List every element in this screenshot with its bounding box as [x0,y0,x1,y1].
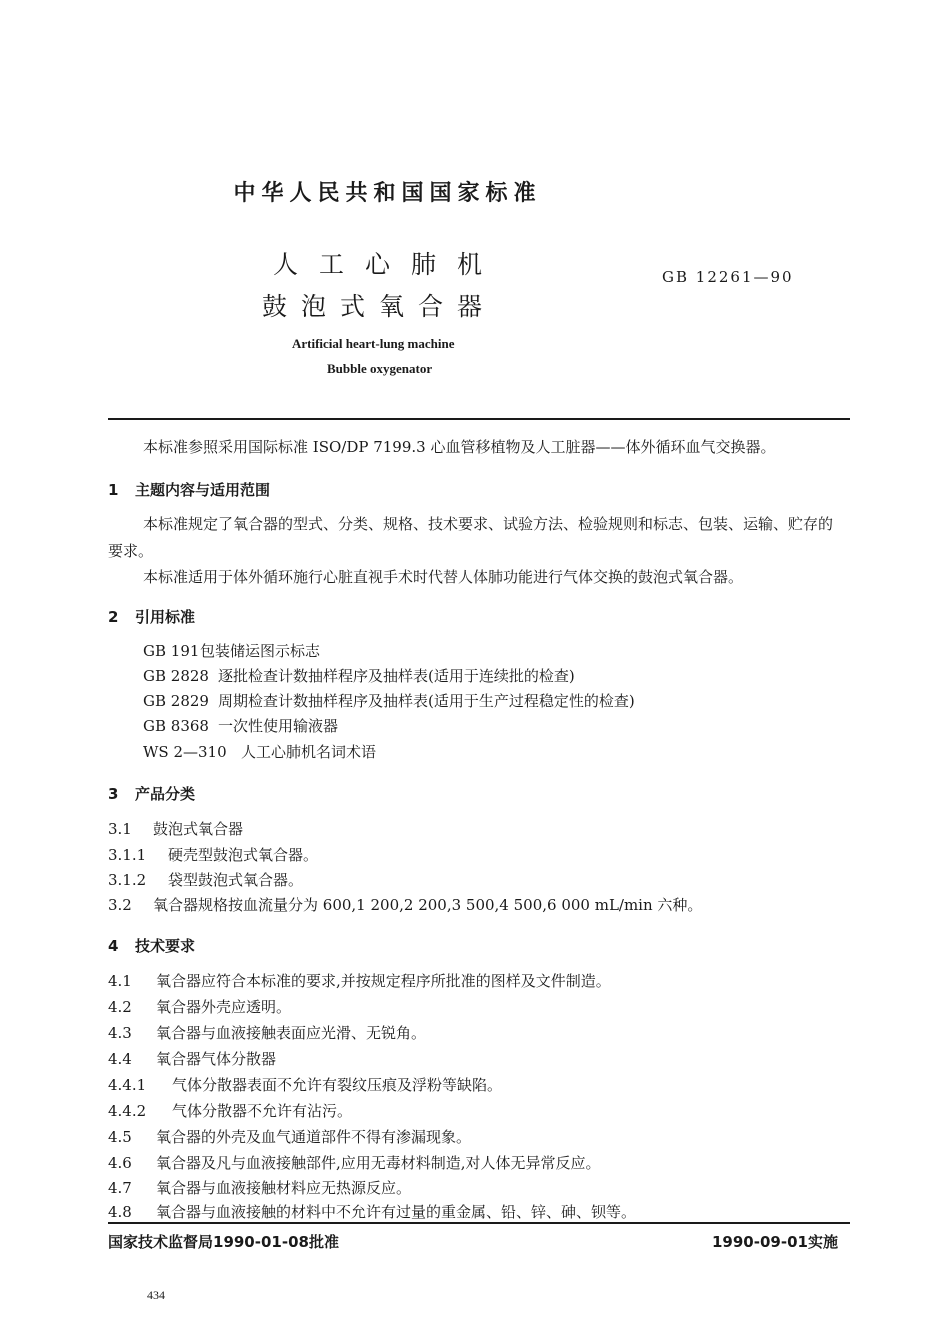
national-standard-heading: 中华人民共和国国家标准 [233,181,542,206]
clause-number: 4.8 [108,1203,132,1221]
section-title: 产品分类 [135,785,196,803]
clause-item [108,1100,352,1121]
reference-item [143,741,376,762]
reference-code: GB 8368 [143,717,209,735]
section-number: 1 [108,481,119,499]
section-title: 技术要求 [135,937,196,955]
clause-text: 硬壳型鼓泡式氧合器。 [168,846,319,864]
reference-title: 逐批检查计数抽样程序及抽样表(适用于连续批的检查) [218,667,575,685]
reference-item [143,690,635,711]
clause-item [108,996,291,1017]
reference-item [143,640,320,661]
section-1-paragraph-1-line-2: 要求。 [108,542,154,560]
clause-number: 4.6 [108,1154,132,1172]
reference-code: WS 2—310 [143,743,227,761]
clause-text: 鼓泡式氧合器 [153,820,244,838]
header-divider [108,418,850,420]
english-title-line2: Bubble oxygenator [327,361,433,376]
document-title-line1: 人工心肺机 [273,250,504,279]
section-number: 2 [108,608,119,626]
reference-code: GB 2828 [143,667,209,685]
section-2-heading [108,606,195,627]
clause-number: 4.3 [108,1024,132,1042]
reference-item [143,665,575,686]
standard-code: GB 12261—90 [662,268,794,286]
clause-number: 3.1.2 [108,871,147,889]
page-number: 434 [147,1288,165,1302]
clause-number: 4.1 [108,972,132,990]
clause-item [108,1126,471,1147]
clause-number: 4.2 [108,998,132,1016]
approval-line: 国家技术监督局1990-01-08批准 [108,1233,339,1251]
reference-code: GB 191 [143,642,200,660]
clause-text: 氧合器与血液接触材料应无热源反应。 [156,1179,412,1197]
clause-text: 氧合器规格按血流量分为 600,1 200,2 200,3 500,4 500,6 000 mL/min 六种。 [153,896,703,914]
clause-item [108,1201,636,1222]
document-title-line2: 鼓泡式氧合器 [262,292,497,321]
clause-number: 4.7 [108,1179,132,1197]
section-1-heading [108,479,270,500]
section-title: 引用标准 [135,608,196,626]
reference-title: 一次性使用输液器 [218,717,339,735]
section-title: 主题内容与适用范围 [135,481,271,499]
clause-text: 氧合器应符合本标准的要求,并按规定程序所批准的图样及文件制造。 [156,972,611,990]
clause-number: 4.4.1 [108,1076,147,1094]
intro-paragraph: 本标准参照采用国际标准 ISO/DP 7199.3 心血管移植物及人工脏器——体外循环血气交换器。 [143,438,776,456]
clause-item [108,1048,276,1069]
clause-number: 4.4 [108,1050,132,1068]
implementation-date: 1990-09-01实施 [712,1233,838,1251]
clause-text: 氧合器气体分散器 [156,1050,277,1068]
clause-text: 氧合器与血液接触的材料中不允许有过量的重金属、铅、锌、砷、钡等。 [156,1203,637,1221]
clause-number: 4.5 [108,1128,132,1146]
clause-item [108,844,318,865]
clause-number: 4.4.2 [108,1102,147,1120]
clause-item [108,1074,502,1095]
reference-code: GB 2829 [143,692,209,710]
clause-item [108,894,702,915]
clause-text: 氧合器的外壳及血气通道部件不得有渗漏现象。 [156,1128,472,1146]
clause-item [108,818,243,839]
clause-text: 氧合器与血液接触表面应光滑、无锐角。 [156,1024,427,1042]
clause-number: 3.2 [108,896,132,914]
clause-text: 袋型鼓泡式氧合器。 [168,871,304,889]
clause-item [108,869,303,890]
reference-title: 包装储运图示标志 [200,642,321,660]
reference-title: 人工心肺机名词术语 [241,743,377,761]
section-3-heading [108,783,195,804]
section-1-paragraph-2: 本标准适用于体外循环施行心脏直视手术时代替人体肺功能进行气体交换的鼓泡式氧合器。 [143,568,744,586]
reference-title: 周期检查计数抽样程序及抽样表(适用于生产过程稳定性的检查) [218,692,635,710]
reference-item [143,715,338,736]
clause-number: 3.1 [108,820,132,838]
clause-text: 气体分散器表面不允许有裂纹压痕及浮粉等缺陷。 [172,1076,503,1094]
clause-text: 氧合器及凡与血液接触部件,应用无毒材料制造,对人体无异常反应。 [156,1154,601,1172]
clause-item [108,1177,411,1198]
clause-item [108,1022,426,1043]
clause-item [108,1152,601,1173]
clause-number: 3.1.1 [108,846,147,864]
section-4-heading [108,935,195,956]
english-title-line1: Artificial heart-lung machine [292,336,455,351]
clause-item [108,970,611,991]
section-number: 3 [108,785,119,803]
footer-divider [108,1222,850,1224]
clause-text: 气体分散器不允许有沾污。 [172,1102,353,1120]
section-number: 4 [108,937,119,955]
clause-text: 氧合器外壳应透明。 [156,998,292,1016]
section-1-paragraph-1-line-1: 本标准规定了氧合器的型式、分类、规格、技术要求、试验方法、检验规则和标志、包装、运输、贮存的 [143,515,834,533]
